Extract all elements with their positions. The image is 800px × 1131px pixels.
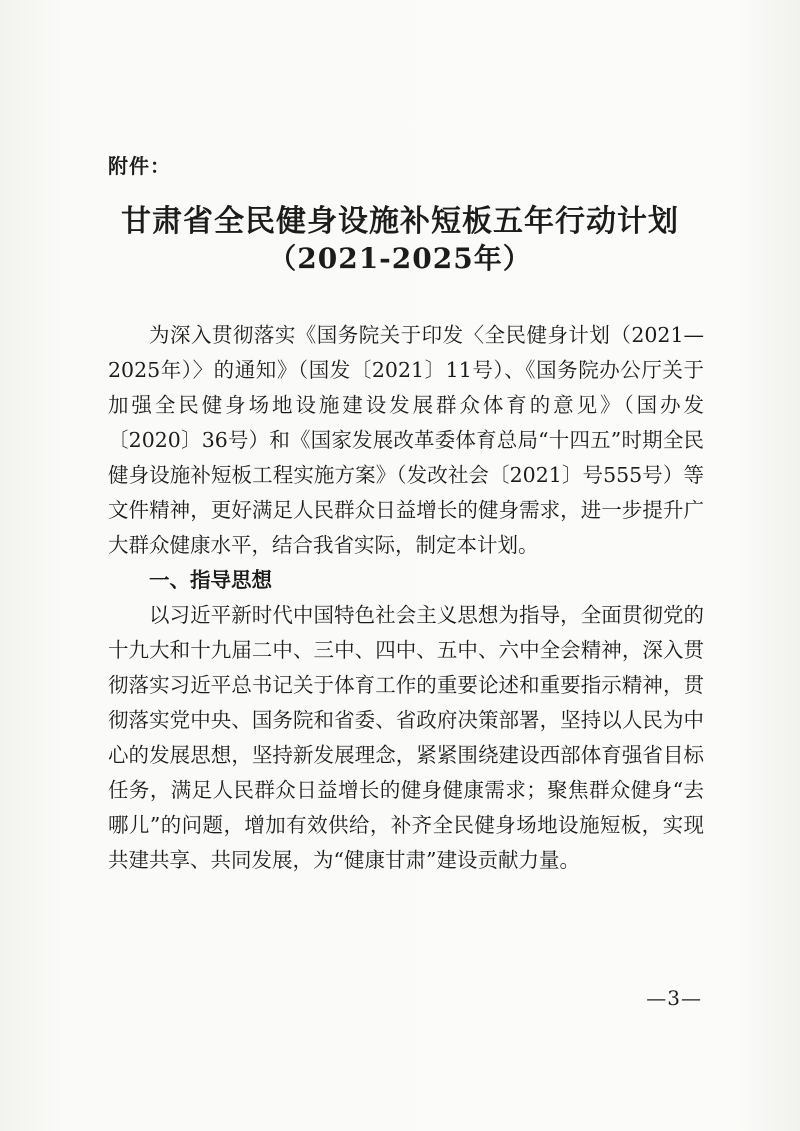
section-heading: 一、指导思想 <box>149 568 272 592</box>
intro-paragraph: 为深入贯彻落实《国务院关于印发〈全民健身计划（2021—2025年）〉的通知》（国发〔2021〕11号）、《国务院办公厅关于加强全民健身场地设施建设发展群众体育的意见》（国办发〔2020〕36号）和《国家发展改革委体育总局“十四五”时期全民健身设施补短板工程实施方案》（发改社会〔2021〕号555号）等文件精神，更好满足人民群众日益增长的健身需求，进一步提升广大群众健康水平，结合我省实际，制定本计划。 <box>108 323 704 557</box>
document-title: 甘肃省全民健身设施补短板五年行动计划 <box>121 204 679 239</box>
document-subtitle: （2021-2025年） <box>268 242 532 275</box>
page-number: —3— <box>646 986 702 1010</box>
section-paragraph: 以习近平新时代中国特色社会主义思想为指导，全面贯彻党的十九大和十九届二中、三中、四中、五中、六中全会精神，深入贯彻落实习近平总书记关于体育工作的重要论述和重要指示精神，贯彻落实党中央、国务院和省委、省政府决策部署，坚持以人民为中心的发展思想，坚持新发展理念，紧紧围绕建设西部体育强省目标任务，满足人民群众日益增长的健身健康需求；聚焦群众健身“去哪儿”的问题，增加有效供给，补齐全民健身场地设施短板，实现共建共享、共同发展，为“健康甘肃”建设贡献力量。 <box>108 603 704 872</box>
document-body <box>108 318 704 878</box>
attachment-label: 附件： <box>108 154 171 178</box>
